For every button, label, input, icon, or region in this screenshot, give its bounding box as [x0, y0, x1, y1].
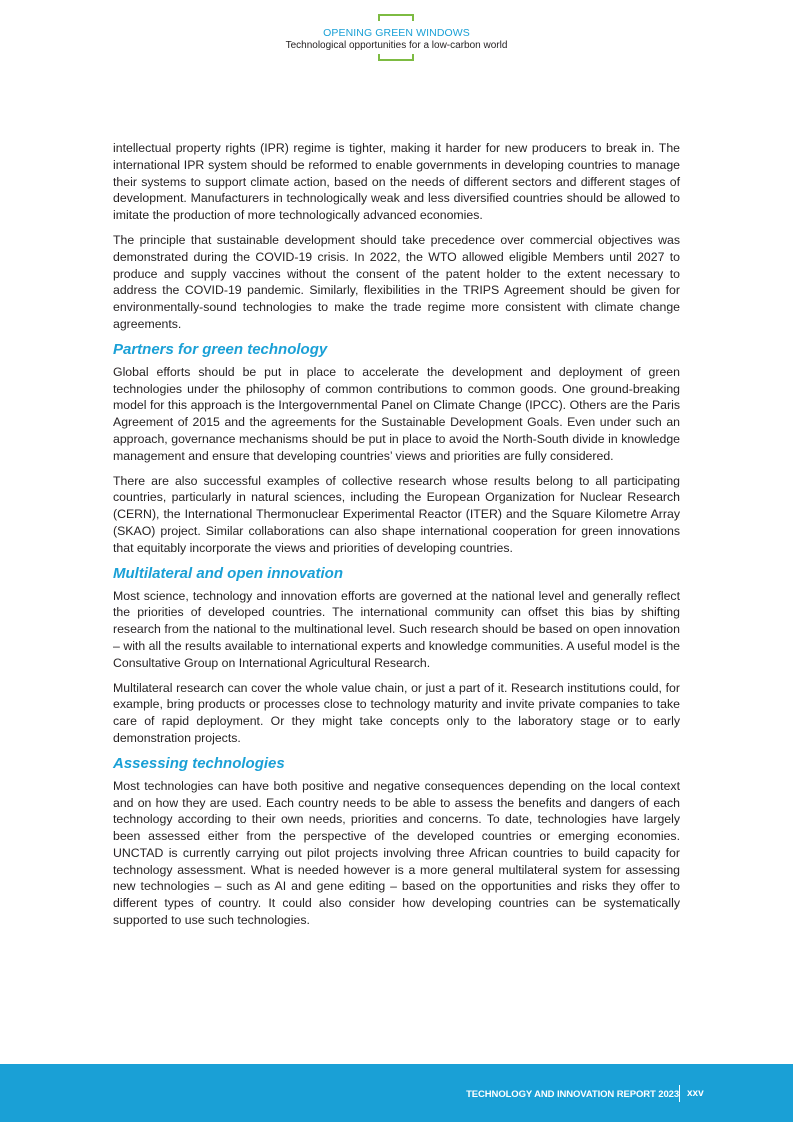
page-footer: [0, 1064, 793, 1122]
header-bracket-bottom: [378, 54, 414, 61]
footer-report-title: [466, 1089, 679, 1100]
paragraph-national-level: Most science, technology and innovation efforts are governed at the national level and generally reflect the priorities of developed countries. The international community can offset this bias by shifting research from the national to the multinational level. Such research should be based on open innovation – with all the results available to international experts and knowledge communities. A useful model is the Consultative Group on International Agricultural Research.: [113, 588, 680, 670]
footer-report-year: 2023: [658, 1089, 679, 1100]
page-number: xxv: [687, 1088, 704, 1099]
heading-partners-green-technology: Partners for green technology: [113, 340, 328, 358]
paragraph-ipr-regime: intellectual property rights (IPR) regime is tighter, making it harder for new producers to break in. The international IPR system should be reformed to enable governments in developing countries to manage their systems to support climate action, based on the needs of different sectors and different stages of development. Manufacturers in technologically weak and less diversified countries should be allowed to imitate the production of more technologically advanced economies.: [113, 141, 680, 223]
paragraph-global-efforts: Global efforts should be put in place to accelerate the development and deployment of green technologies under the philosophy of common contributions to common goods. One ground-breaking model for this approach is the Intergovernmental Panel on Climate Change (IPCC). Others are the Paris Agreement of 2015 and the agreements for the Sustainable Development Goals. Even under such an approach, governance mechanisms should be put in place to avoid the North-South divide in knowledge management and ensure that developing countries’ views and priorities are fully considered.: [113, 364, 680, 463]
paragraph-collective-research: There are also successful examples of collective research whose results belong to all participating countries, particularly in natural sciences, including the European Organization for Nuclear Research (CERN), the International Thermonuclear Experimental Reactor (ITER) and the Square Kilometre Array (SKAO) project. Similar collaborations can also shape international cooperation for green innovations that equitably incorporate the views and priorities of developing countries.: [113, 473, 680, 555]
paragraph-value-chain: Multilateral research can cover the whole value chain, or just a part of it. Research institutions could, for example, bring products or processes close to technology maturity and invite private companies to take care of rapid deployment. Or they might take concepts only to the laboratory stage or to early demonstration projects.: [113, 680, 680, 745]
heading-assessing-technologies: Assessing technologies: [113, 754, 285, 772]
header-bracket-top: [378, 14, 414, 21]
footer-divider: [679, 1085, 680, 1102]
paragraph-technology-assessment: Most technologies can have both positive and negative consequences depending on the local context and on how they are used. Each country needs to be able to assess the benefits and dangers of each technology according to their own needs, priorities and concerns. To date, technologies have largely been assessed either from the perspective of the developed countries or emerging economies. UNCTAD is currently carrying out pilot projects involving three African countries to build capacity for technology assessment. What is needed however is a more general multilateral system for assessing new technologies – such as AI and gene editing – based on the opportunities and risks they offer to different types of country. It could also consider how developing countries can be systematically supported to use such technologies.: [113, 778, 680, 928]
heading-multilateral-open-innovation: Multilateral and open innovation: [113, 564, 344, 582]
header-title: OPENING GREEN WINDOWS: [323, 27, 470, 39]
footer-report-name: TECHNOLOGY AND INNOVATION REPORT: [466, 1089, 656, 1100]
main-content: [113, 140, 680, 937]
header-subtitle: Technological opportunities for a low-carbon world: [285, 40, 508, 51]
paragraph-covid-principle: The principle that sustainable development should take precedence over commercial objectives was demonstrated during the COVID-19 crisis. In 2022, the WTO allowed eligible Members until 2027 to produce and supply vaccines without the consent of the patent holder to the extent necessary to address the COVID-19 pandemic. Similarly, flexibilities in the TRIPS Agreement should be given for environmentally-sound technologies to make the trade regime more consistent with climate change agreements.: [113, 232, 680, 331]
